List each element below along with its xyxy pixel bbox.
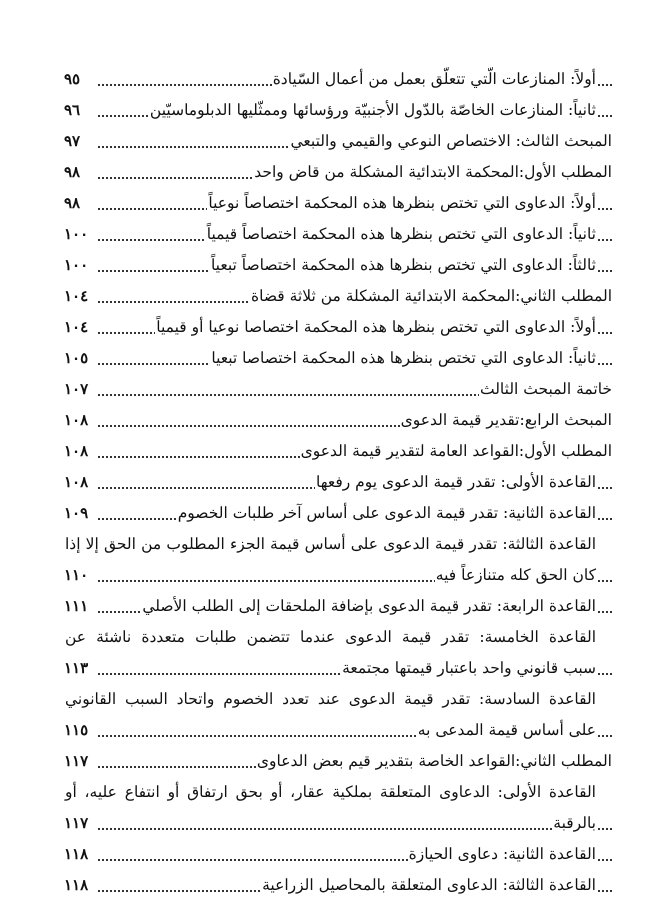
toc-entry-title: المطلب الثاني:المحكمة الابتدائية المشكلة من ثلاثة قضاة xyxy=(250,287,612,305)
toc-entry[interactable] xyxy=(64,95,612,126)
toc-entry-title: أولاً: الدعاوى التي تختص بنظرها هذه المحكمة اختصاصاً نوعياً xyxy=(208,194,596,212)
toc-entry[interactable] xyxy=(64,405,612,436)
toc-entry[interactable] xyxy=(64,467,612,498)
toc-entry-page-number: ١٠٨ xyxy=(64,405,88,436)
toc-entry-page-number: ٩٦ xyxy=(64,95,80,126)
toc-entry-title: المبحث الرابع:تقدير قيمة الدعوى xyxy=(400,411,612,429)
dot-leader xyxy=(98,828,612,830)
toc-entry-page-number: ١٠٨ xyxy=(64,436,88,467)
toc-entry-page-number: ٩٥ xyxy=(64,64,80,95)
toc-entry[interactable] xyxy=(64,157,612,188)
toc-entry-title: ثانياً: الدعاوى التي تختص بنظرها هذه المحكمة اختصاصاً قيمياً xyxy=(206,225,596,243)
toc-entry-page-number: ١٠٨ xyxy=(64,467,88,498)
toc-entry-page-number: ١٠٥ xyxy=(64,343,88,374)
toc-entry-title: ثانياً: المنازعات الخاصّة بالدّول الأجنبيّة ورؤسائها وممثّليها الدبلوماسيّين xyxy=(149,101,596,119)
toc-entry[interactable] xyxy=(64,653,612,684)
toc-entry[interactable] xyxy=(64,870,612,901)
toc-entry[interactable] xyxy=(64,560,612,591)
toc-entry-title: على أساس قيمة المدعى به xyxy=(417,721,596,739)
toc-entry[interactable] xyxy=(64,715,612,746)
toc-entry-page-number: ١٠٩ xyxy=(64,498,88,529)
toc-entry-title: القاعدة الأولى: الدعاوى المتعلقة بملكية عقار، أو بحق ارتفاق أو انتفاع عليه، أو xyxy=(65,783,596,801)
toc-entry-page-number: ١١٧ xyxy=(64,746,88,777)
toc-entry[interactable] xyxy=(64,622,612,653)
toc-entry-title: سبب قانوني واحد باعتبار قيمتها مجتمعة xyxy=(342,659,596,677)
toc-entry-page-number: ١١٠ xyxy=(64,560,88,591)
toc-entry-page-number: ١٠٠ xyxy=(64,219,88,250)
toc-entry[interactable] xyxy=(64,126,612,157)
toc-entry-page-number: ١١٧ xyxy=(64,808,88,839)
toc-entry-title: ثانياً: الدعاوى التي تختص بنظرها هذه المحكمة اختصاصا تبعيا xyxy=(211,349,596,367)
toc-entry[interactable] xyxy=(64,684,612,715)
toc-entry-title: القاعدة الثانية: تقدر قيمة الدعوى على أساس آخر طلبات الخصوم xyxy=(177,504,596,522)
toc-entry-title: القاعدة السادسة: تقدر قيمة الدعوى عند تعدد الخصوم واتحاد السبب القانوني xyxy=(65,690,596,708)
toc-entry-page-number: ٩٨ xyxy=(64,157,80,188)
toc-entry[interactable] xyxy=(64,250,612,281)
toc-entry[interactable] xyxy=(64,591,612,622)
toc-entry-page-number: ١٠٤ xyxy=(64,312,88,343)
toc-entry[interactable] xyxy=(64,839,612,870)
toc-entry[interactable] xyxy=(64,777,612,808)
toc-entry[interactable] xyxy=(64,436,612,467)
toc-entry-page-number: ٩٨ xyxy=(64,188,80,219)
toc-entry[interactable] xyxy=(64,219,612,250)
toc-entry-page-number: ٩٧ xyxy=(64,126,80,157)
toc-entry-page-number: ١١٣ xyxy=(64,653,88,684)
toc-entry[interactable] xyxy=(64,312,612,343)
toc-entry-page-number: ١١٥ xyxy=(64,715,88,746)
toc-entry[interactable] xyxy=(64,64,612,95)
toc-entry-title: خاتمة المبحث الثالث xyxy=(479,380,612,398)
toc-entry[interactable] xyxy=(64,343,612,374)
toc-entry-title: المطلب الأول:القواعد العامة لتقدير قيمة الدعوى xyxy=(300,442,612,460)
toc-entry-page-number: ١٠٤ xyxy=(64,281,88,312)
toc-entry-title: القاعدة الرابعة: تقدر قيمة الدعوى بإضافة الملحقات إلى الطلب الأصلي xyxy=(142,597,596,615)
toc-entry-title: المطلب الثاني:القواعد الخاصة بتقدير قيم بعض الدعاوى xyxy=(256,752,612,770)
toc-entry-title: القاعدة الثالثة: الدعاوى المتعلقة بالمحاصيل الزراعية xyxy=(262,876,596,894)
toc-entry-title: بالرقبة xyxy=(553,814,596,832)
toc-entry-page-number: ١٠٧ xyxy=(64,374,88,405)
toc-entry[interactable] xyxy=(64,498,612,529)
toc-entry[interactable] xyxy=(64,374,612,405)
toc-entry[interactable] xyxy=(64,808,612,839)
toc-entry-page-number: ١١٨ xyxy=(64,870,88,901)
toc-entry-title: أولاً: الدعاوى التي تختص بنظرها هذه المحكمة اختصاصا نوعيا أو قيمياً xyxy=(156,318,596,336)
toc-entry-title: كان الحق كله متنازعاً فيه xyxy=(435,566,596,584)
toc-entry-title: القاعدة الثانية: دعاوى الحيازة xyxy=(408,845,596,863)
toc-entry-page-number: ١١٨ xyxy=(64,839,88,870)
toc-entry-title: القاعدة الثالثة: تقدر قيمة الدعوى على أساس قيمة الجزء المطلوب من الحق إلا إذا xyxy=(65,535,596,553)
toc-entry-title: المبحث الثالث: الاختصاص النوعي والقيمي والتبعي xyxy=(290,132,612,150)
toc-entry-title: المطلب الأول:المحكمة الابتدائية المشكلة من قاض واحد xyxy=(254,163,612,181)
toc-entry-title: القاعدة الخامسة: تقدر قيمة الدعوى عندما تتضمن طلبات متعددة ناشئة عن xyxy=(65,628,596,646)
toc-entry-title: القاعدة الأولى: تقدر قيمة الدعوى يوم رفعها xyxy=(316,473,596,491)
toc-entry[interactable] xyxy=(64,529,612,560)
toc-entry-page-number: ١١١ xyxy=(64,591,88,622)
toc-entry-page-number: ١٠٠ xyxy=(64,250,88,281)
toc-entry[interactable] xyxy=(64,281,612,312)
toc-entry-title: أولاً: المنازعات الّتي تتعلّق بعمل من أعمال السّيادة xyxy=(272,70,596,88)
toc-entry-title: ثالثاً: الدعاوى التي تختص بنظرها هذه المحكمة اختصاصاً تبعياً xyxy=(210,256,596,274)
toc-entry[interactable] xyxy=(64,188,612,219)
toc-entry[interactable] xyxy=(64,746,612,777)
table-of-contents xyxy=(64,64,612,901)
